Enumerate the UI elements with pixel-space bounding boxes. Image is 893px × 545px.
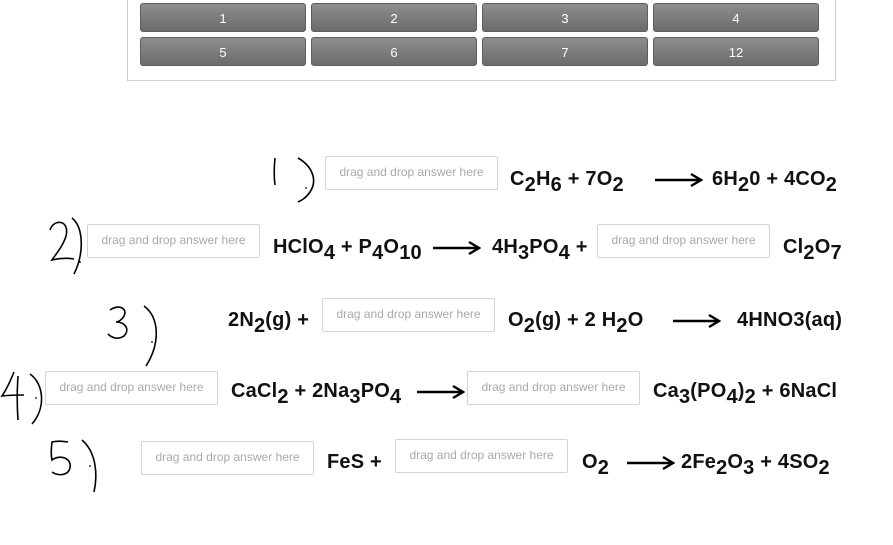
drop-zone-eq2-b[interactable]: drag and drop answer here (597, 224, 770, 258)
eq3-products: 4HNO3(aq) (737, 309, 843, 331)
eq1-reactants: $C_2H_6 + 7O_2$ (510, 168, 624, 196)
eq4-arrow (417, 384, 465, 400)
eq5-reactants-b: $O_2$ (582, 451, 610, 479)
answer-tile-4[interactable]: 4 (653, 3, 819, 32)
eq2-reactants: HClO$_4$ + $P_4O_{10}$ (273, 236, 422, 264)
eq2-arrow (433, 240, 481, 256)
answer-bank (127, 0, 836, 81)
drop-zone-eq1-a[interactable]: drag and drop answer here (325, 156, 498, 190)
drop-zone-eq5-a[interactable]: drag and drop answer here (141, 441, 314, 475)
answer-tile-7[interactable]: 7 (482, 37, 648, 66)
eq4-reactants: CaCl$_2$ + $2Na_3PO_4$ (231, 380, 402, 408)
eq3-reactants-b: $O_2(g) + 2$ $H_2O$ (508, 309, 644, 337)
eq3-arrow (673, 313, 721, 329)
answer-tile-6[interactable]: 6 (311, 37, 477, 66)
eq3-reactants-a: $2N_2(g)$ + (228, 309, 310, 337)
handwritten-number-2 (44, 214, 86, 278)
eq2-products-c: $4H_3PO_4$ + (492, 236, 588, 264)
eq1-arrow (655, 172, 703, 188)
drop-zone-eq2-a[interactable]: drag and drop answer here (87, 224, 260, 258)
drop-zone-eq5-b[interactable]: drag and drop answer here (395, 439, 568, 473)
handwritten-number-5 (46, 436, 102, 496)
answer-tile-2[interactable]: 2 (311, 3, 477, 32)
handwritten-number-4 (0, 368, 50, 428)
drop-zone-eq3-a[interactable]: drag and drop answer here (322, 298, 495, 332)
eq2-products-d: $Cl_2O_7$ (783, 236, 842, 264)
eq4-products: $Ca_3(PO_4)_2$ + 6NaCl (653, 380, 838, 408)
answer-tile-1[interactable]: 1 (140, 3, 306, 32)
eq1-products: $6H_20 + 4CO_2$ (712, 168, 838, 196)
answer-tile-12[interactable]: 12 (653, 37, 819, 66)
answer-tile-3[interactable]: 3 (482, 3, 648, 32)
answer-tile-5[interactable]: 5 (140, 37, 306, 66)
drop-zone-eq4-b[interactable]: drag and drop answer here (467, 371, 640, 405)
handwritten-number-1 (268, 152, 320, 206)
eq5-arrow (627, 455, 675, 471)
handwritten-number-3 (104, 300, 164, 372)
eq5-reactants-a: FeS + (327, 451, 382, 473)
drop-zone-eq4-a[interactable]: drag and drop answer here (45, 371, 218, 405)
eq5-products: $2Fe_2O_3 + 4SO_2$ (681, 451, 830, 479)
